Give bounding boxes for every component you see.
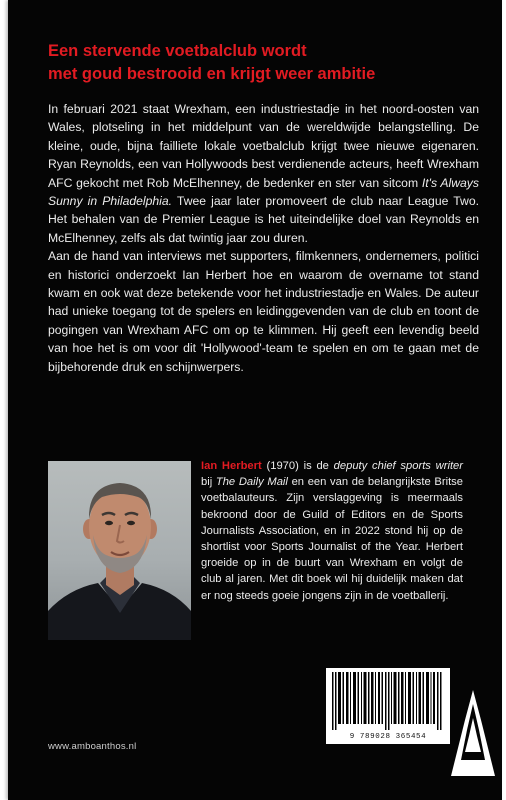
barcode bbox=[326, 668, 450, 744]
author-bio bbox=[201, 458, 463, 604]
book-back-cover bbox=[8, 0, 502, 800]
barcode-icon bbox=[330, 672, 446, 730]
bio-text: en een van de belangrijkste Britse voetbalauteurs. Zijn verslaggeving is meermaals bekroond door de Guild of Editors en de Sports Journalists Association, en in 2022 stond hij op de shortlist voor Sports Journalist of the Year. Herbert groeide op in de buurt van Wrexham en volgt de club al jaren. Met dit boek wil hij duidelijk maken dat er nog steeds goeie jongens zijn in de voetballerij. bbox=[201, 476, 463, 602]
blurb-paragraph-1 bbox=[48, 100, 479, 247]
publisher-logo-icon bbox=[451, 690, 495, 776]
author-name: Ian Herbert bbox=[201, 460, 262, 472]
publisher-website: www.amboanthos.nl bbox=[48, 741, 137, 752]
author-bio-paragraph bbox=[201, 458, 463, 604]
bio-text: (1970) is de bbox=[261, 460, 334, 472]
blurb-text: In februari 2021 staat Wrexham, een industriestadje in het noord-oosten van Wales, plotseling in het middelpunt van de wereldwijde belangstelling. De kleine, oude, bijna failliete lokale voetbalclub krijgt twee nieuwe eigenaren. Ryan Reynolds, een van Hollywoods best verdienende acteurs, heeft Wrexham AFC gekocht met Rob McElhenney, de bedenker en ster van sitcom bbox=[48, 102, 479, 190]
tagline-line-2: met goud bestrooid en krijgt weer ambitie bbox=[48, 65, 376, 83]
show-title: It's Always Sunny in Philadelphia. bbox=[48, 175, 479, 209]
tagline-line-1: Een stervende voetbalclub wordt bbox=[48, 42, 307, 60]
bio-text: bij bbox=[201, 476, 216, 489]
tagline bbox=[48, 40, 478, 86]
publisher-logo bbox=[451, 690, 495, 776]
blurb bbox=[48, 100, 479, 376]
blurb-paragraph-2: Aan de hand van interviews met supporters, filmkenners, ondernemers, politici en historici onderzoekt Ian Herbert hoe en waarom de overname tot stand kwam en ook wat deze betekende voor het industriestadje en Wales. De auteur had unieke toegang tot de spelers en leidinggevenden van de club en toont de pogingen van Wrexham AFC om op te klimmen. Hij geeft een levendig beeld van hoe het is om voor dit 'Hollywood'-team te spelen en om te gaan met de bijbehorende druk en schijnwerpers. bbox=[48, 249, 479, 374]
author-portrait-illustration bbox=[48, 461, 191, 640]
author-role: deputy chief sports writer bbox=[333, 460, 464, 472]
author-photo bbox=[48, 461, 191, 640]
newspaper-name: The Daily Mail bbox=[215, 476, 288, 489]
isbn-number: 9 789028 365454 bbox=[349, 733, 427, 741]
blurb-text: Twee jaar later promoveert de club naar League Two. Het behalen van de Premier League is het uiteindelijke doel van Reynolds en McElhenney, zelfs als dat twintig jaar zou duren. bbox=[48, 194, 480, 245]
